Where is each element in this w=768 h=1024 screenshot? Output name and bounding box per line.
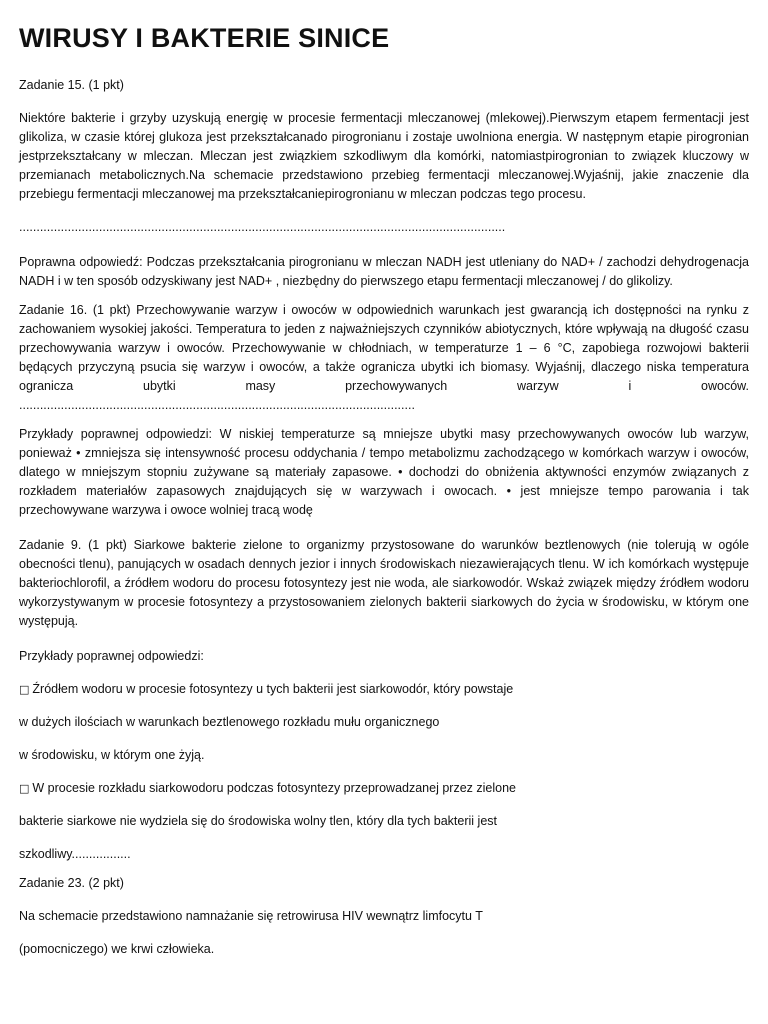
task-9-examples-label: Przykłady poprawnej odpowiedzi: <box>19 649 204 663</box>
answer-line-text: bakterie siarkowe nie wydziela się do środowiska wolny tlen, który dla tych bakterii jest <box>19 814 497 828</box>
task-23-line-1: Na schemacie przedstawiono namnażanie się retrowirusa HIV wewnątrz limfocytu T <box>19 909 483 923</box>
bullet-square-icon: □ <box>19 782 30 795</box>
task-9-body: Zadanie 9. (1 pkt) Siarkowe bakterie zielone to organizmy przystosowane do warunków beztlenowych (nie tolerują w ogóle obecności tlenu), panujących w osadach dennych jezior i innych środowiskach niezawierających tlenu. W ich komórkach występuje bakteriochlorofil, a źródłem wodoru do procesu fotosyntezy jest nie woda, ale siarkowodór. Wskaż związek między źródłem wodoru wykorzystywanym w procesie fotosyntezy a przystosowaniem zielonych bakterii siarkowych do życia w środowisku, w którym one występują. <box>19 538 749 628</box>
task-9-answer-line <box>19 845 749 864</box>
answer-line-text: Źródłem wodoru w procesie fotosyntezy u tych bakterii jest siarkowodór, który powstaje <box>32 682 514 696</box>
page-title: WIRUSY I BAKTERIE SINICE <box>19 23 390 53</box>
task-16-answer: Przykłady poprawnej odpowiedzi: W niskiej temperaturze są mniejsze ubytki masy przechowywanych owoców lub warzyw, ponieważ • zmniejsza się intensywność procesu oddychania / tempo metabolizmu zachodzącego w komórkach warzyw i owoców, dlatego w mniejszym stopniu zużywane są materiały zapasowe. • dochodzi do obniżenia aktywności enzymów związanych z rozkładem materiałów zapasowych znajdujących się w warzywach i owocach. • jest mniejsze tempo parowania i tak przechowywane warzywa i owoce wolniej tracą wodę <box>19 427 749 517</box>
task-15-body: Niektóre bakterie i grzyby uzyskują energię w procesie fermentacji mleczanowej (mlekowej).Pierwszym etapem fermentacji jest glikoliza, w czasie której glukoza jest przekształcanado pirogronianu i zostaje uwolniona energia. W następnym etapie pirogronian jestprzekształcany w mleczan. Mleczan jest związkiem szkodliwym dla komórki, natomiastpirogronian to związek kluczowy w przemianach metabolicznych.Na schemacie przedstawiono przebieg fermentacji mleczanowej.Wyjaśnij, jakie znaczenie dla przebiegu fermentacji mleczanowej ma przekształcaniepirogronianu w mleczan podczas tego procesu. <box>19 111 749 201</box>
task-15-heading: Zadanie 15. (1 pkt) <box>19 78 124 92</box>
answer-line-text: w dużych ilościach w warunkach beztlenowego rozkładu mułu organicznego <box>19 715 440 729</box>
task-9-answer-line <box>19 746 749 765</box>
task-9-answer-line <box>19 680 749 699</box>
task-9-answer-line <box>19 812 749 831</box>
task-23-heading: Zadanie 23. (2 pkt) <box>19 876 124 890</box>
task-9-answer-lines <box>19 680 749 864</box>
task-9-answer-line <box>19 779 749 798</box>
task-16-body: Zadanie 16. (1 pkt) Przechowywanie warzyw i owoców w odpowiednich warunkach jest gwarancją ich dostępności na rynku z zachowaniem wysokiej jakości. Temperatura to jeden z najważniejszych czynników abiotycznych, które wpływają na długość czasu przechowywania warzyw i owoców. Przechowywanie w chłodniach, w temperaturze 1 – 6 °C, zapobiega rozwojowi bakterii będących przyczyną psucia się warzyw i owoców, a także ogranicza ubytki ich biomasy. Wyjaśnij, dlaczego niska temperatura ogranicza ubytki masy przechowywanych warzyw i owoców. .................................................................................................................. <box>19 303 749 412</box>
bullet-square-icon: □ <box>19 683 30 696</box>
answer-line-text: w środowisku, w którym one żyją. <box>19 748 205 762</box>
task-23-line-2: (pomocniczego) we krwi człowieka. <box>19 942 215 956</box>
task-9-answer-line <box>19 713 749 732</box>
answer-dots-line: ............................................................................................................................................ <box>19 220 506 234</box>
task-15-answer: Poprawna odpowiedź: Podczas przekształcania pirogronianu w mleczan NADH jest utleniany do NAD+ / zachodzi dehydrogenacja NADH i w ten sposób odzyskiwany jest NAD+ , niezbędny do pierwszego etapu fermentacji mleczanowej / do glikolizy. <box>19 255 749 288</box>
answer-line-text: szkodliwy................. <box>19 847 131 861</box>
answer-line-text: W procesie rozkładu siarkowodoru podczas fotosyntezy przeprowadzanej przez zielone <box>32 781 516 795</box>
